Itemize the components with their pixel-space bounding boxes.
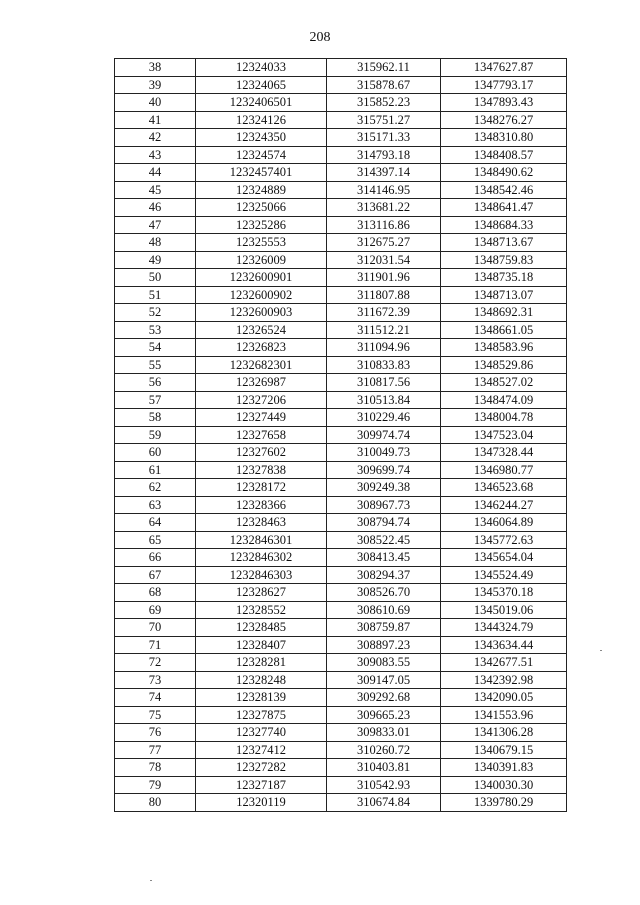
table-row bbox=[115, 759, 567, 777]
x-coordinate-cell: 312675.27 bbox=[327, 234, 441, 252]
table-row bbox=[115, 514, 567, 532]
table-row bbox=[115, 776, 567, 794]
x-coordinate-cell: 311094.96 bbox=[327, 339, 441, 357]
point-id-cell: 12326987 bbox=[196, 374, 327, 392]
coordinates-table bbox=[114, 58, 567, 812]
point-number-cell: 59 bbox=[115, 426, 196, 444]
point-id-cell: 1232682301 bbox=[196, 356, 327, 374]
y-coordinate-cell: 1348713.07 bbox=[441, 286, 567, 304]
y-coordinate-cell: 1340391.83 bbox=[441, 759, 567, 777]
point-number-cell: 60 bbox=[115, 444, 196, 462]
point-number-cell: 55 bbox=[115, 356, 196, 374]
table-row bbox=[115, 531, 567, 549]
point-number-cell: 65 bbox=[115, 531, 196, 549]
y-coordinate-cell: 1342090.05 bbox=[441, 689, 567, 707]
table-row bbox=[115, 549, 567, 567]
point-number-cell: 54 bbox=[115, 339, 196, 357]
y-coordinate-cell: 1346523.68 bbox=[441, 479, 567, 497]
point-number-cell: 69 bbox=[115, 601, 196, 619]
x-coordinate-cell: 314793.18 bbox=[327, 146, 441, 164]
point-number-cell: 72 bbox=[115, 654, 196, 672]
point-id-cell: 12328552 bbox=[196, 601, 327, 619]
x-coordinate-cell: 310260.72 bbox=[327, 741, 441, 759]
table-row bbox=[115, 181, 567, 199]
point-id-cell: 1232457401 bbox=[196, 164, 327, 182]
y-coordinate-cell: 1345019.06 bbox=[441, 601, 567, 619]
point-id-cell: 1232600902 bbox=[196, 286, 327, 304]
point-id-cell: 12328627 bbox=[196, 584, 327, 602]
x-coordinate-cell: 311672.39 bbox=[327, 304, 441, 322]
point-number-cell: 42 bbox=[115, 129, 196, 147]
point-id-cell: 12328366 bbox=[196, 496, 327, 514]
x-coordinate-cell: 310229.46 bbox=[327, 409, 441, 427]
point-number-cell: 73 bbox=[115, 671, 196, 689]
point-id-cell: 1232600903 bbox=[196, 304, 327, 322]
point-id-cell: 1232406501 bbox=[196, 94, 327, 112]
point-number-cell: 74 bbox=[115, 689, 196, 707]
y-coordinate-cell: 1347523.04 bbox=[441, 426, 567, 444]
table-row bbox=[115, 426, 567, 444]
point-id-cell: 1232600901 bbox=[196, 269, 327, 287]
x-coordinate-cell: 315878.67 bbox=[327, 76, 441, 94]
y-coordinate-cell: 1340679.15 bbox=[441, 741, 567, 759]
point-number-cell: 68 bbox=[115, 584, 196, 602]
table-row bbox=[115, 391, 567, 409]
point-id-cell: 12328463 bbox=[196, 514, 327, 532]
y-coordinate-cell: 1341306.28 bbox=[441, 724, 567, 742]
x-coordinate-cell: 308794.74 bbox=[327, 514, 441, 532]
x-coordinate-cell: 310833.83 bbox=[327, 356, 441, 374]
y-coordinate-cell: 1345370.18 bbox=[441, 584, 567, 602]
point-number-cell: 57 bbox=[115, 391, 196, 409]
y-coordinate-cell: 1342677.51 bbox=[441, 654, 567, 672]
table-row bbox=[115, 444, 567, 462]
y-coordinate-cell: 1345772.63 bbox=[441, 531, 567, 549]
point-number-cell: 50 bbox=[115, 269, 196, 287]
point-number-cell: 56 bbox=[115, 374, 196, 392]
table-row bbox=[115, 689, 567, 707]
x-coordinate-cell: 312031.54 bbox=[327, 251, 441, 269]
point-id-cell: 12327602 bbox=[196, 444, 327, 462]
table-row bbox=[115, 269, 567, 287]
y-coordinate-cell: 1348641.47 bbox=[441, 199, 567, 217]
table-row bbox=[115, 164, 567, 182]
point-id-cell: 12328172 bbox=[196, 479, 327, 497]
table-row bbox=[115, 496, 567, 514]
point-id-cell: 12327658 bbox=[196, 426, 327, 444]
x-coordinate-cell: 311512.21 bbox=[327, 321, 441, 339]
point-id-cell: 12328281 bbox=[196, 654, 327, 672]
point-id-cell: 12327449 bbox=[196, 409, 327, 427]
point-id-cell: 12325286 bbox=[196, 216, 327, 234]
point-number-cell: 80 bbox=[115, 794, 196, 812]
point-number-cell: 76 bbox=[115, 724, 196, 742]
point-id-cell: 12325066 bbox=[196, 199, 327, 217]
point-id-cell: 12324350 bbox=[196, 129, 327, 147]
point-number-cell: 52 bbox=[115, 304, 196, 322]
table-row bbox=[115, 724, 567, 742]
point-id-cell: 12324065 bbox=[196, 76, 327, 94]
point-number-cell: 40 bbox=[115, 94, 196, 112]
table-row bbox=[115, 706, 567, 724]
y-coordinate-cell: 1346244.27 bbox=[441, 496, 567, 514]
x-coordinate-cell: 309974.74 bbox=[327, 426, 441, 444]
y-coordinate-cell: 1348542.46 bbox=[441, 181, 567, 199]
x-coordinate-cell: 315751.27 bbox=[327, 111, 441, 129]
y-coordinate-cell: 1344324.79 bbox=[441, 619, 567, 637]
x-coordinate-cell: 315171.33 bbox=[327, 129, 441, 147]
table-row bbox=[115, 356, 567, 374]
x-coordinate-cell: 310513.84 bbox=[327, 391, 441, 409]
table-row bbox=[115, 59, 567, 77]
y-coordinate-cell: 1347627.87 bbox=[441, 59, 567, 77]
point-number-cell: 44 bbox=[115, 164, 196, 182]
x-coordinate-cell: 315962.11 bbox=[327, 59, 441, 77]
x-coordinate-cell: 309147.05 bbox=[327, 671, 441, 689]
y-coordinate-cell: 1342392.98 bbox=[441, 671, 567, 689]
table-row bbox=[115, 251, 567, 269]
y-coordinate-cell: 1340030.30 bbox=[441, 776, 567, 794]
point-id-cell: 12327740 bbox=[196, 724, 327, 742]
table-row bbox=[115, 741, 567, 759]
point-id-cell: 12326009 bbox=[196, 251, 327, 269]
point-id-cell: 12327206 bbox=[196, 391, 327, 409]
x-coordinate-cell: 309665.23 bbox=[327, 706, 441, 724]
x-coordinate-cell: 311807.88 bbox=[327, 286, 441, 304]
point-number-cell: 71 bbox=[115, 636, 196, 654]
y-coordinate-cell: 1346980.77 bbox=[441, 461, 567, 479]
point-number-cell: 62 bbox=[115, 479, 196, 497]
point-number-cell: 49 bbox=[115, 251, 196, 269]
y-coordinate-cell: 1347893.43 bbox=[441, 94, 567, 112]
point-id-cell: 12328248 bbox=[196, 671, 327, 689]
x-coordinate-cell: 309083.55 bbox=[327, 654, 441, 672]
point-id-cell: 12327838 bbox=[196, 461, 327, 479]
x-coordinate-cell: 309833.01 bbox=[327, 724, 441, 742]
x-coordinate-cell: 310542.93 bbox=[327, 776, 441, 794]
point-id-cell: 12326823 bbox=[196, 339, 327, 357]
point-number-cell: 47 bbox=[115, 216, 196, 234]
table-row bbox=[115, 216, 567, 234]
x-coordinate-cell: 310674.84 bbox=[327, 794, 441, 812]
point-number-cell: 77 bbox=[115, 741, 196, 759]
x-coordinate-cell: 309699.74 bbox=[327, 461, 441, 479]
y-coordinate-cell: 1348527.02 bbox=[441, 374, 567, 392]
table-row bbox=[115, 304, 567, 322]
point-id-cell: 12324889 bbox=[196, 181, 327, 199]
table-row bbox=[115, 794, 567, 812]
point-id-cell: 12325553 bbox=[196, 234, 327, 252]
point-number-cell: 45 bbox=[115, 181, 196, 199]
y-coordinate-cell: 1347328.44 bbox=[441, 444, 567, 462]
point-id-cell: 1232846303 bbox=[196, 566, 327, 584]
table-row bbox=[115, 619, 567, 637]
point-number-cell: 58 bbox=[115, 409, 196, 427]
point-id-cell: 12324126 bbox=[196, 111, 327, 129]
table-row bbox=[115, 584, 567, 602]
table-row bbox=[115, 636, 567, 654]
x-coordinate-cell: 310403.81 bbox=[327, 759, 441, 777]
x-coordinate-cell: 308759.87 bbox=[327, 619, 441, 637]
x-coordinate-cell: 308526.70 bbox=[327, 584, 441, 602]
point-id-cell: 1232846302 bbox=[196, 549, 327, 567]
point-id-cell: 1232846301 bbox=[196, 531, 327, 549]
point-number-cell: 79 bbox=[115, 776, 196, 794]
point-number-cell: 78 bbox=[115, 759, 196, 777]
y-coordinate-cell: 1343634.44 bbox=[441, 636, 567, 654]
table-row bbox=[115, 286, 567, 304]
point-id-cell: 12328485 bbox=[196, 619, 327, 637]
table-row bbox=[115, 234, 567, 252]
y-coordinate-cell: 1341553.96 bbox=[441, 706, 567, 724]
y-coordinate-cell: 1348004.78 bbox=[441, 409, 567, 427]
y-coordinate-cell: 1348735.18 bbox=[441, 269, 567, 287]
point-id-cell: 12328139 bbox=[196, 689, 327, 707]
point-id-cell: 12327187 bbox=[196, 776, 327, 794]
x-coordinate-cell: 313116.86 bbox=[327, 216, 441, 234]
table-row bbox=[115, 654, 567, 672]
y-coordinate-cell: 1348408.57 bbox=[441, 146, 567, 164]
point-number-cell: 53 bbox=[115, 321, 196, 339]
y-coordinate-cell: 1345524.49 bbox=[441, 566, 567, 584]
point-number-cell: 63 bbox=[115, 496, 196, 514]
y-coordinate-cell: 1339780.29 bbox=[441, 794, 567, 812]
y-coordinate-cell: 1348661.05 bbox=[441, 321, 567, 339]
point-id-cell: 12327282 bbox=[196, 759, 327, 777]
table-row bbox=[115, 76, 567, 94]
point-number-cell: 64 bbox=[115, 514, 196, 532]
x-coordinate-cell: 315852.23 bbox=[327, 94, 441, 112]
point-number-cell: 41 bbox=[115, 111, 196, 129]
x-coordinate-cell: 314397.14 bbox=[327, 164, 441, 182]
y-coordinate-cell: 1348529.86 bbox=[441, 356, 567, 374]
point-number-cell: 43 bbox=[115, 146, 196, 164]
table-row bbox=[115, 94, 567, 112]
y-coordinate-cell: 1347793.17 bbox=[441, 76, 567, 94]
point-number-cell: 70 bbox=[115, 619, 196, 637]
y-coordinate-cell: 1346064.89 bbox=[441, 514, 567, 532]
y-coordinate-cell: 1348490.62 bbox=[441, 164, 567, 182]
point-number-cell: 75 bbox=[115, 706, 196, 724]
y-coordinate-cell: 1348583.96 bbox=[441, 339, 567, 357]
table-row bbox=[115, 146, 567, 164]
y-coordinate-cell: 1345654.04 bbox=[441, 549, 567, 567]
y-coordinate-cell: 1348276.27 bbox=[441, 111, 567, 129]
table-row bbox=[115, 321, 567, 339]
x-coordinate-cell: 308967.73 bbox=[327, 496, 441, 514]
x-coordinate-cell: 308522.45 bbox=[327, 531, 441, 549]
x-coordinate-cell: 308610.69 bbox=[327, 601, 441, 619]
x-coordinate-cell: 308413.45 bbox=[327, 549, 441, 567]
x-coordinate-cell: 309292.68 bbox=[327, 689, 441, 707]
y-coordinate-cell: 1348692.31 bbox=[441, 304, 567, 322]
table-row bbox=[115, 111, 567, 129]
table-row bbox=[115, 461, 567, 479]
table-row bbox=[115, 601, 567, 619]
scan-speck bbox=[600, 650, 602, 651]
point-id-cell: 12326524 bbox=[196, 321, 327, 339]
point-id-cell: 12324574 bbox=[196, 146, 327, 164]
table-row bbox=[115, 566, 567, 584]
point-id-cell: 12327412 bbox=[196, 741, 327, 759]
point-id-cell: 12328407 bbox=[196, 636, 327, 654]
point-number-cell: 48 bbox=[115, 234, 196, 252]
table-row bbox=[115, 479, 567, 497]
coordinates-table-body bbox=[115, 59, 567, 812]
y-coordinate-cell: 1348310.80 bbox=[441, 129, 567, 147]
point-number-cell: 66 bbox=[115, 549, 196, 567]
point-id-cell: 12320119 bbox=[196, 794, 327, 812]
point-number-cell: 38 bbox=[115, 59, 196, 77]
point-number-cell: 46 bbox=[115, 199, 196, 217]
x-coordinate-cell: 309249.38 bbox=[327, 479, 441, 497]
y-coordinate-cell: 1348713.67 bbox=[441, 234, 567, 252]
table-row bbox=[115, 671, 567, 689]
x-coordinate-cell: 308294.37 bbox=[327, 566, 441, 584]
x-coordinate-cell: 311901.96 bbox=[327, 269, 441, 287]
point-id-cell: 12327875 bbox=[196, 706, 327, 724]
table-row bbox=[115, 339, 567, 357]
scan-speck bbox=[150, 880, 152, 881]
point-number-cell: 61 bbox=[115, 461, 196, 479]
table-row bbox=[115, 199, 567, 217]
point-id-cell: 12324033 bbox=[196, 59, 327, 77]
x-coordinate-cell: 314146.95 bbox=[327, 181, 441, 199]
y-coordinate-cell: 1348684.33 bbox=[441, 216, 567, 234]
point-number-cell: 51 bbox=[115, 286, 196, 304]
x-coordinate-cell: 310817.56 bbox=[327, 374, 441, 392]
y-coordinate-cell: 1348759.83 bbox=[441, 251, 567, 269]
x-coordinate-cell: 308897.23 bbox=[327, 636, 441, 654]
table-row bbox=[115, 129, 567, 147]
table-row bbox=[115, 374, 567, 392]
table-row bbox=[115, 409, 567, 427]
page-number: 208 bbox=[309, 30, 331, 45]
x-coordinate-cell: 313681.22 bbox=[327, 199, 441, 217]
x-coordinate-cell: 310049.73 bbox=[327, 444, 441, 462]
point-number-cell: 39 bbox=[115, 76, 196, 94]
y-coordinate-cell: 1348474.09 bbox=[441, 391, 567, 409]
point-number-cell: 67 bbox=[115, 566, 196, 584]
